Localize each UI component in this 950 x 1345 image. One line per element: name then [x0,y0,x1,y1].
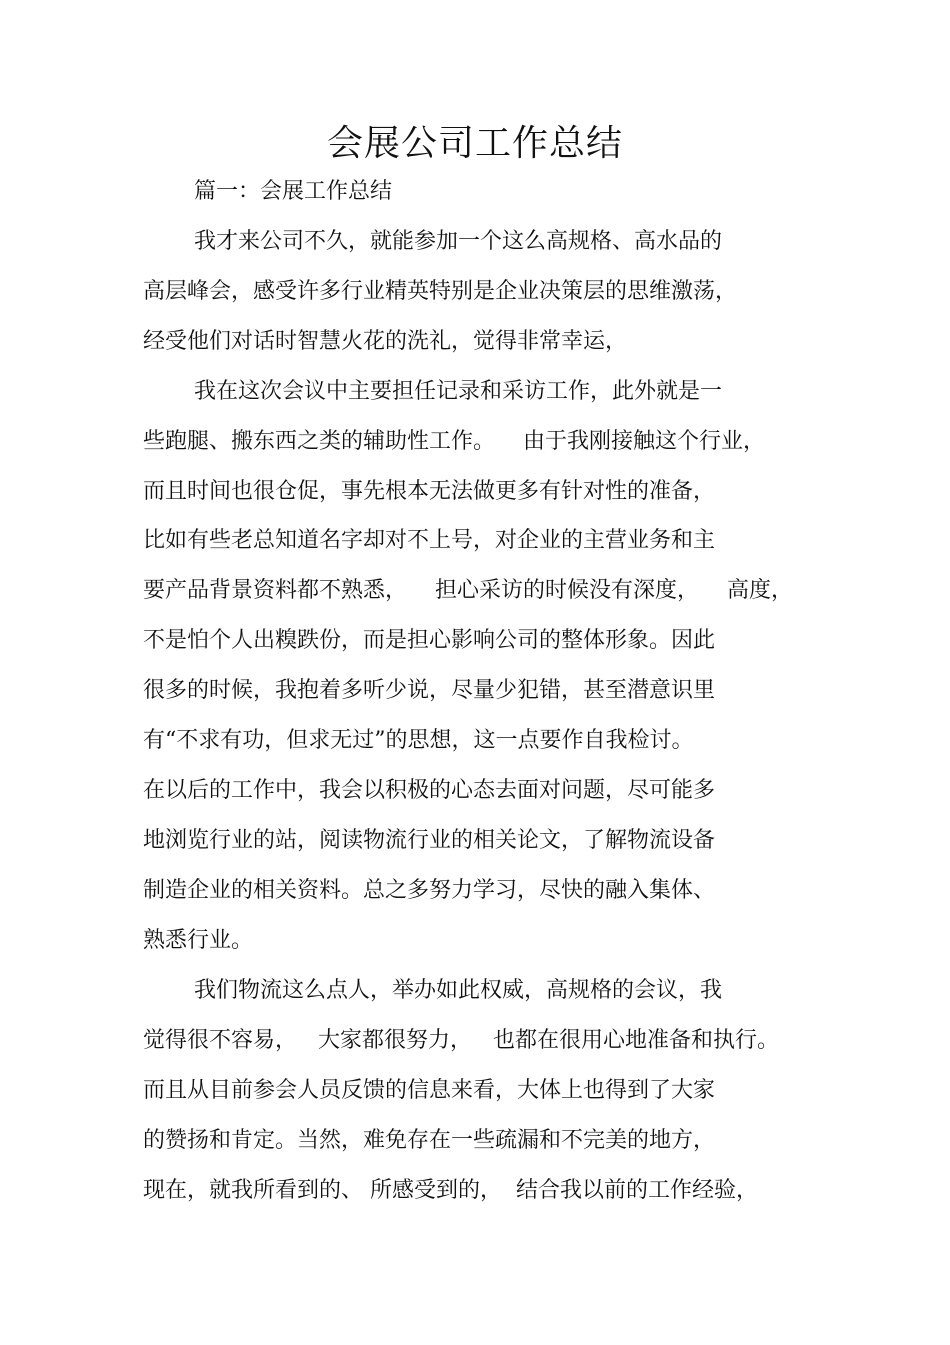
text-line: 而且时间也很仓促，事先根本无法做更多有针对性的准备， [143,479,716,504]
text-line: 地浏览行业的站，阅读物流行业的相关论文，了解物流设备 [143,828,716,853]
text-line: 在以后的工作中，我会以积极的心态去面对问题，尽可能多 [143,778,716,803]
text-line: 比如有些老总知道名字却对不上号，对企业的主营业务和主 [143,528,716,553]
text-line: 熟悉行业。 [143,928,254,953]
text-line: 经受他们对话时智慧火花的洗礼，觉得非常幸运， [143,329,628,354]
document-title: 会展公司工作总结 [326,123,623,164]
text-line: 而且从目前参会人员反馈的信息来看，大体上也得到了大家 [143,1078,716,1103]
text-line: 有“不求有功，但求无过”的思想，这一点要作自我检讨。 [143,728,694,753]
text-line: 我才来公司不久，就能参加一个这么高规格、高水品的 [194,229,723,254]
text-line: 很多的时候，我抱着多听少说，尽量少犯错，甚至潜意识里 [143,678,716,703]
text-line: 我们物流这么点人，举办如此权威，高规格的会议，我 [194,978,723,1003]
text-line: 现在，就我所看到的、 所感受到的， 结合我以前的工作经验， [143,1178,758,1203]
text-line: 制造企业的相关资料。总之多努力学习，尽快的融入集体、 [143,878,716,903]
text-line: 高层峰会，感受许多行业精英特别是企业决策层的思维激荡， [143,279,738,304]
text-line: 些跑腿、搬东西之类的辅助性工作。 由于我刚接触这个行业， [143,429,765,454]
text-line: 要产品背景资料都不熟悉， 担心采访的时候没有深度， 高度， [143,578,793,603]
text-line: 我在这次会议中主要担任记录和采访工作，此外就是一 [194,379,723,404]
section-heading: 篇一：会展工作总结 [194,179,393,204]
text-line: 的赞扬和肯定。当然，难免存在一些疏漏和不完美的地方， [143,1128,716,1153]
text-line: 不是怕个人出糗跌份，而是担心影响公司的整体形象。因此 [143,628,716,653]
text-line: 觉得很不容易， 大家都很努力， 也都在很用心地准备和执行。 [143,1028,779,1053]
